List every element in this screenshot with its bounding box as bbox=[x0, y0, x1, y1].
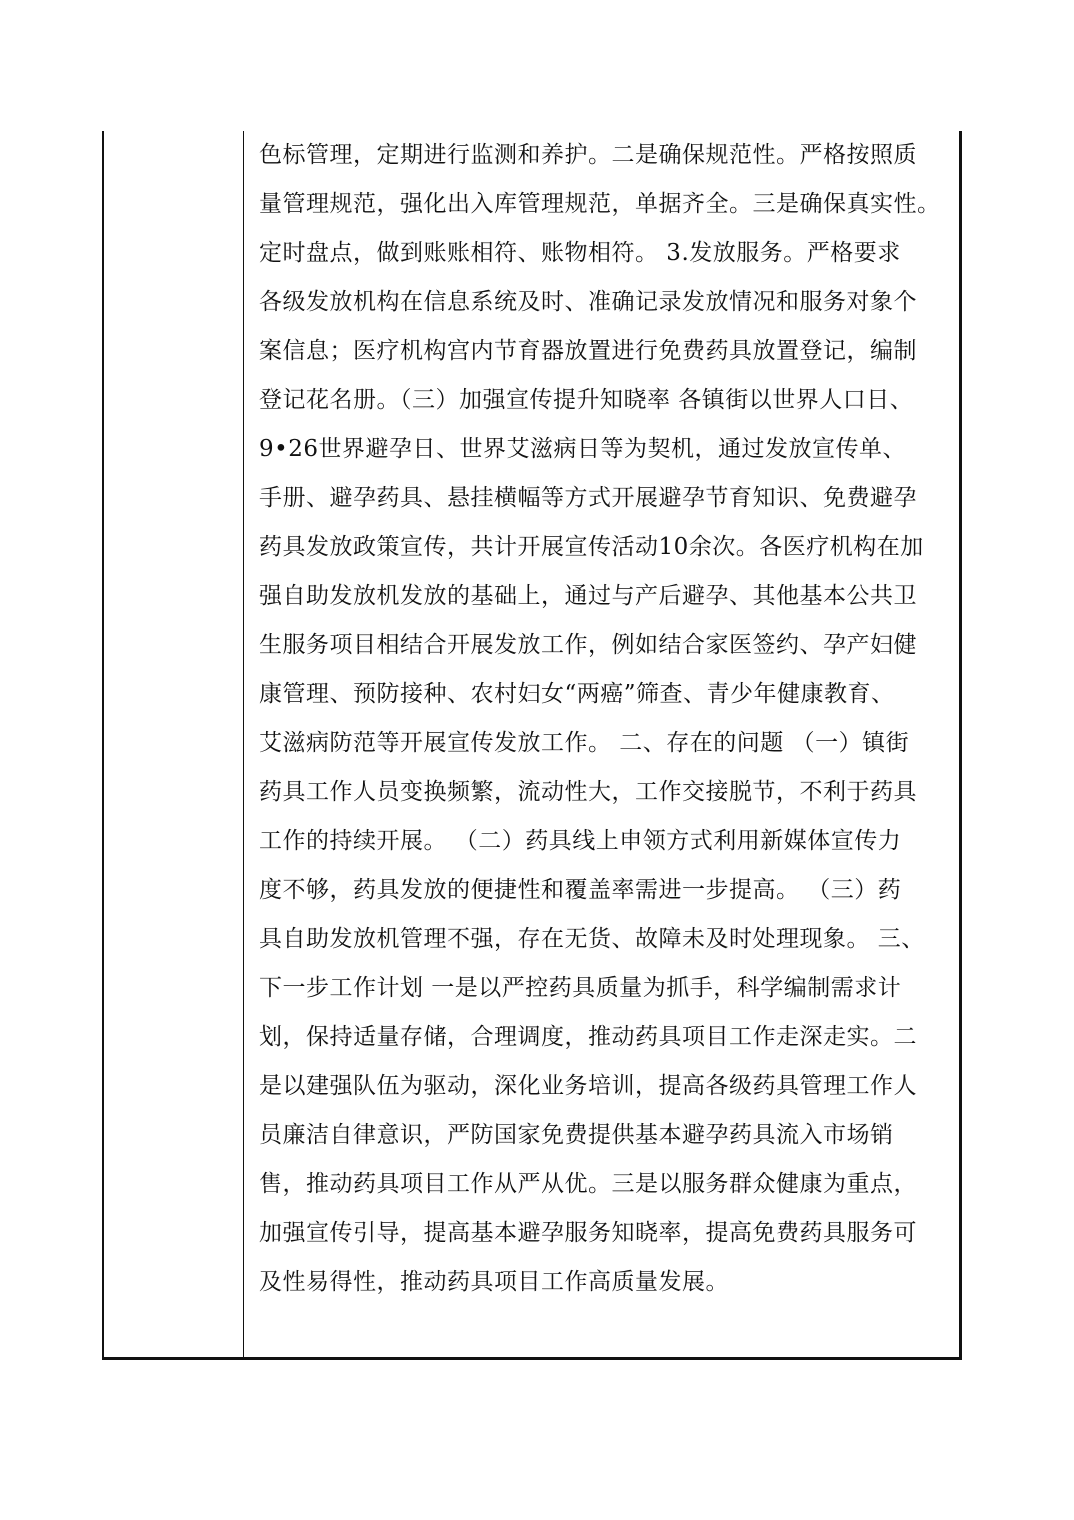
text-line: 艾滋病防范等开展宣传发放工作。 二、存在的问题 （一）镇街 bbox=[259, 730, 910, 756]
text-line: 各级发放机构在信息系统及时、准确记录发放情况和服务对象个 bbox=[259, 289, 917, 315]
text-line: 是以建强队伍为驱动，深化业务培训，提高各级药具管理工作人 bbox=[259, 1073, 917, 1099]
text-line: 度不够，药具发放的便捷性和覆盖率需进一步提高。 （三）药 bbox=[259, 877, 902, 903]
text-line: 生服务项目相结合开展发放工作，例如结合家医签约、孕产妇健 bbox=[259, 632, 917, 658]
text-line: 划，保持适量存储，合理调度，推动药具项目工作走深走实。二 bbox=[259, 1024, 917, 1050]
text-line: 色标管理，定期进行监测和养护。二是确保规范性。严格按照质 bbox=[259, 142, 917, 168]
text-line: 登记花名册。（三）加强宣传提升知晓率 各镇街以世界人口日、 bbox=[259, 387, 914, 413]
table-label-cell bbox=[104, 131, 244, 1357]
text-line: 工作的持续开展。 （二）药具线上申领方式利用新媒体宣传力 bbox=[259, 828, 902, 854]
text-line: 药具发放政策宣传，共计开展宣传活动10余次。各医疗机构在加 bbox=[259, 534, 924, 560]
table-content-cell bbox=[245, 131, 959, 1357]
text-line: 及性易得性，推动药具项目工作高质量发展。 bbox=[259, 1269, 729, 1295]
text-line: 案信息；医疗机构宫内节育器放置进行免费药具放置登记，编制 bbox=[259, 338, 917, 364]
text-line: 量管理规范，强化出入库管理规范，单据齐全。三是确保真实性。 bbox=[259, 191, 941, 217]
text-line: 手册、避孕药具、悬挂横幅等方式开展避孕节育知识、免费避孕 bbox=[259, 485, 917, 511]
text-line: 康管理、预防接种、农村妇女“两癌”筛查、青少年健康教育、 bbox=[259, 681, 895, 707]
text-line: 员廉洁自律意识，严防国家免费提供基本避孕药具流入市场销 bbox=[259, 1122, 894, 1148]
text-line: 售，推动药具项目工作从严从优。三是以服务群众健康为重点， bbox=[259, 1171, 917, 1197]
document-table bbox=[102, 131, 962, 1360]
text-line: 加强宣传引导，提高基本避孕服务知晓率，提高免费药具服务可 bbox=[259, 1220, 917, 1246]
text-line: 定时盘点，做到账账相符、账物相符。 3.发放服务。严格要求 bbox=[259, 240, 901, 266]
report-text-block bbox=[259, 131, 959, 1307]
text-line: 强自助发放机发放的基础上，通过与产后避孕、其他基本公共卫 bbox=[259, 583, 917, 609]
text-line: 9•26世界避孕日、世界艾滋病日等为契机，通过发放宣传单、 bbox=[259, 436, 906, 462]
text-line: 药具工作人员变换频繁，流动性大，工作交接脱节，不利于药具 bbox=[259, 779, 917, 805]
text-line: 下一步工作计划 一是以严控药具质量为抓手，科学编制需求计 bbox=[259, 975, 902, 1001]
text-line: 具自助发放机管理不强，存在无货、故障未及时处理现象。 三、 bbox=[259, 926, 925, 952]
